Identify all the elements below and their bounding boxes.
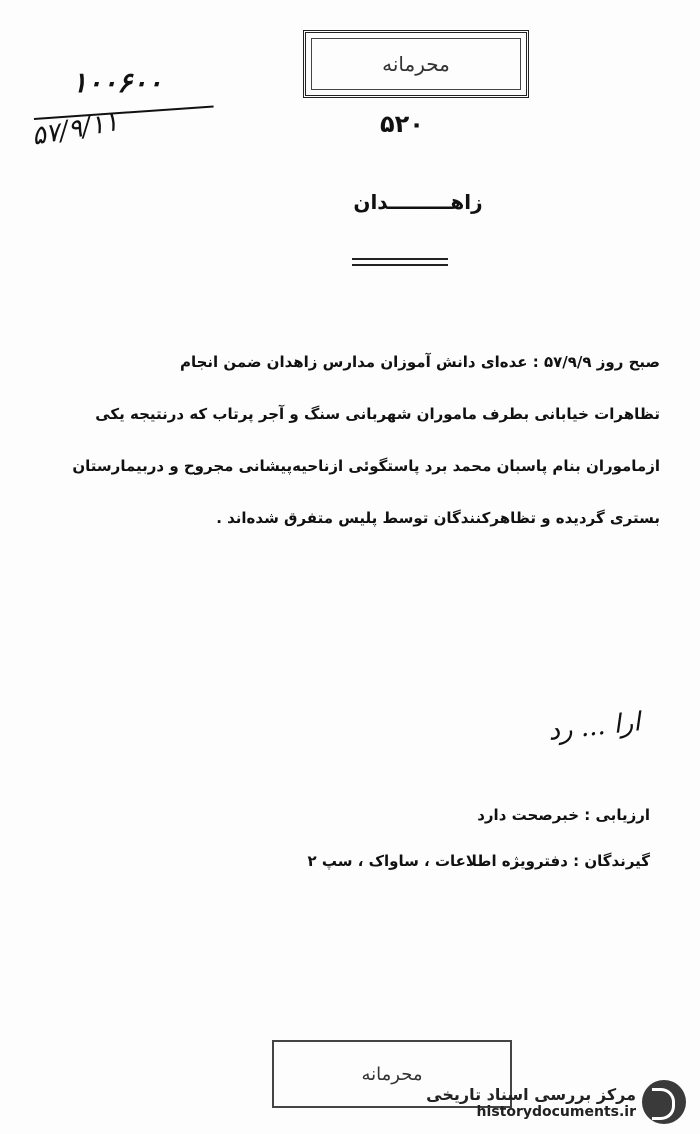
report-body	[60, 336, 660, 544]
archive-logo-icon	[642, 1080, 686, 1124]
handwritten-signature: ارا ... رد	[546, 707, 642, 747]
document-number: ۵۲۰	[380, 110, 424, 138]
archive-watermark	[426, 1080, 686, 1124]
watermark-url: historydocuments.ir	[476, 1103, 636, 1120]
stamp-inner-border	[311, 38, 521, 90]
stamp-top-text: محرمانه	[382, 52, 450, 76]
city-heading: زاهـــــــــدان	[353, 190, 483, 214]
recipients-line: گیرندگان : دفترویژه اطلاعات ، ساواک ، سپ ۲	[307, 852, 650, 870]
body-line-2: تظاهرات خیابانی بطرف ماموران شهربانی سنگ و آجر پرتاب که درنتیجه یکی	[95, 405, 660, 423]
handwritten-date: ۵۷/۹/۱۱	[29, 107, 121, 152]
city-heading-rule	[352, 258, 448, 266]
stamp-bottom-text: محرمانه	[361, 1063, 423, 1085]
watermark-title: مرکز بررسی اسناد تاریخی	[426, 1084, 636, 1104]
watermark-texts	[426, 1085, 636, 1120]
body-line-3: ازماموران بنام پاسبان محمد برد پاستگوئی ازناحیه‌پیشانی مجروح و دربیمارستان	[72, 457, 660, 475]
classification-stamp-top	[303, 30, 529, 98]
handwritten-number: ۱۰۰۶۰۰	[72, 66, 163, 99]
evaluation-line: ارزیابی : خبرصحت دارد	[477, 806, 650, 824]
body-line-4: بستری گردیده و تظاهرکنندگان توسط پلیس متفرق شده‌اند .	[216, 509, 660, 527]
body-line-1: صبح روز ۵۷/۹/۹ : عده‌ای دانش آموزان مدارس زاهدان ضمن انجام	[179, 353, 660, 371]
